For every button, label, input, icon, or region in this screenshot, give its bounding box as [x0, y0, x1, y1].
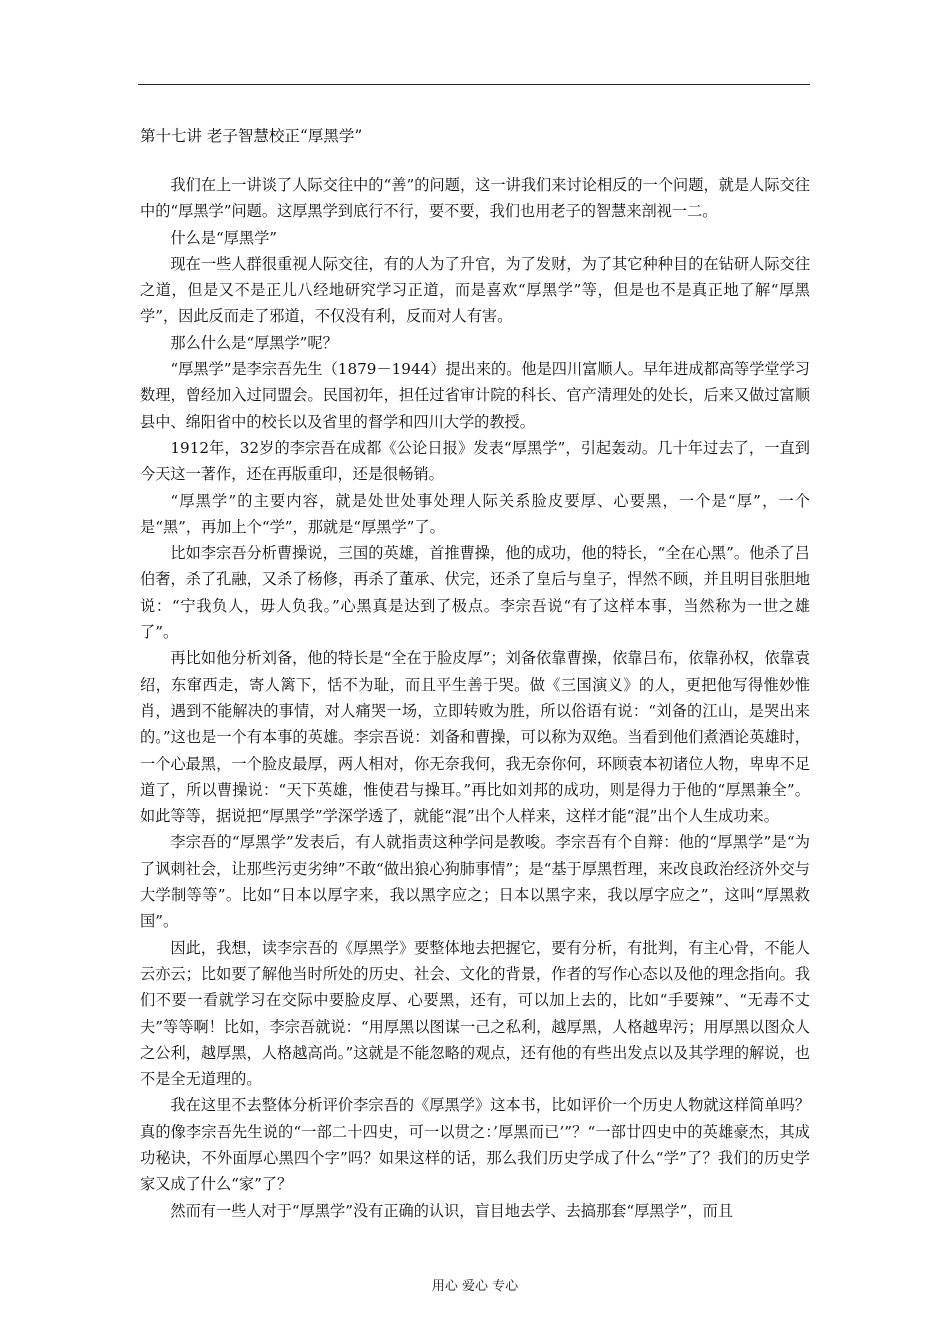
lecture-title: 第十七讲 老子智慧校正“厚黑学”	[140, 127, 363, 145]
paragraph: 李宗吾的“厚黑学”发表后，有人就指责这种学问是教唆。李宗吾有个自辩：他的“厚黑学”是“为了讽刺社会，让那些污吏劣绅”不敢“做出狼心狗肺事情”；是“基于厚黑哲理，来改良政治经济外交与大学制等等”。比如“日本以厚字来，我以黑字应之；日本以黑字来，我以厚字应之”，这叫“厚黑救国”。	[140, 833, 810, 931]
paragraph: “厚黑学”的主要内容，就是处世处事处理人际关系脸皮要厚、心要黑，一个是“厚”，一个是“黑”，再加上个“学”，那就是“厚黑学”了。	[140, 491, 810, 536]
paragraph: 我们在上一讲谈了人际交往中的“善”的问题，这一讲我们来讨论相反的一个问题，就是人际交往中的“厚黑学”问题。这厚黑学到底行不行，要不要，我们也用老子的智慧来剖视一二。	[140, 176, 810, 221]
page-footer: 用心 爱心 专心	[431, 1279, 519, 1294]
paragraph: 比如李宗吾分析曹操说，三国的英雄，首推曹操，他的成功，他的特长，“全在心黑”。他杀了吕伯奢，杀了孔融，又杀了杨修，再杀了董承、伏完，还杀了皇后与皇子，悍然不顾，并且明目张胆地说：“宁我负人，毋人负我。”心黑真是达到了极点。李宗吾说“有了这样本事，当然称为一世之雄了”。	[140, 544, 810, 642]
paragraph: 因此，我想，读李宗吾的《厚黑学》要整体地去把握它，要有分析，有批判，有主心骨，不能人云亦云；比如要了解他当时所处的历史、社会、文化的背景，作者的写作心态以及他的理念指向。我们不要一看就学习在交际中要脸皮厚、心要黑，还有，可以加上去的，比如“手要辣”、“无毒不丈夫”等等啊！比如，李宗吾就说：“用厚黑以图谋一己之私利，越厚黑，人格越卑污；用厚黑以图众人之公利，越厚黑，人格越高尚。”这就是不能忽略的观点，还有他的有些出发点以及其学理的解说，也不是全无道理的。	[140, 938, 810, 1089]
paragraph: “厚黑学”是李宗吾先生（1879－1944）提出来的。他是四川富顺人。早年进成都高等学堂学习数理，曾经加入过同盟会。民国初年，担任过省审计院的科长、官产清理处的处长，后来又做过富顺县中、绵阳省中的校长以及省里的督学和四川大学的教授。	[140, 360, 810, 431]
paragraph: 那么什么是“厚黑学”呢？	[170, 333, 338, 352]
paragraph: 1912年，32岁的李宗吾在成都《公论日报》发表“厚黑学”，引起轰动。几十年过去了，一直到今天这一著作，还在再版重印，还是很畅销。	[140, 438, 810, 484]
paragraph: 然而有一些人对于“厚黑学”没有正确的认识，盲目地去学、去搞那套“厚黑学”，而且	[170, 1201, 734, 1220]
paragraph: 什么是“厚黑学”	[170, 228, 278, 247]
header-rule	[138, 84, 810, 85]
paragraph: 再比如他分析刘备，他的特长是“全在于脸皮厚”；刘备依靠曹操，依靠吕布，依靠孙权，依靠袁绍，东窜西走，寄人篱下，恬不为耻，而且平生善于哭。做《三国演义》的人，更把他写得惟妙惟肖，遇到不能解决的事情，对人痛哭一场，立即转败为胜，所以俗语有说：“刘备的江山，是哭出来的。”这也是一个有本事的英雄。李宗吾说：刘备和曹操，可以称为双绝。当看到他们煮酒论英雄时，一个心最黑，一个脸皮最厚，两人相对，你无奈我何，我无奈你何，环顾袁本初诸位人物，卑卑不足道了，所以曹操说：“天下英雄，惟使君与操耳。”再比如刘邦的成功，则是得力于他的“厚黑兼全”。如此等等，据说把“厚黑学”学深学透了，就能“混”出个人样来，这样才能“混”出个人生成功来。	[140, 649, 810, 826]
body-text	[140, 172, 810, 1224]
paragraph: 我在这里不去整体分析评价李宗吾的《厚黑学》这本书，比如评价一个历史人物就这样简单吗？真的像李宗吾先生说的“一部二十四史，可一以贯之：’厚黑而已’”？“一部廿四史中的英雄豪杰，其成功秘诀，不外面厚心黑四个字”吗？如果这样的话，那么我们历史学成了什么“学”了？我们的历史学家又成了什么“家”了？	[140, 1096, 810, 1194]
paragraph: 现在一些人群很重视人际交往，有的人为了升官，为了发财，为了其它种种目的在钻研人际交往之道，但是又不是正儿八经地研究学习正道，而是喜欢“厚黑学”等，但是也不是真正地了解“厚黑学”，因此反而走了邪道，不仅没有利，反而对人有害。	[140, 254, 810, 326]
